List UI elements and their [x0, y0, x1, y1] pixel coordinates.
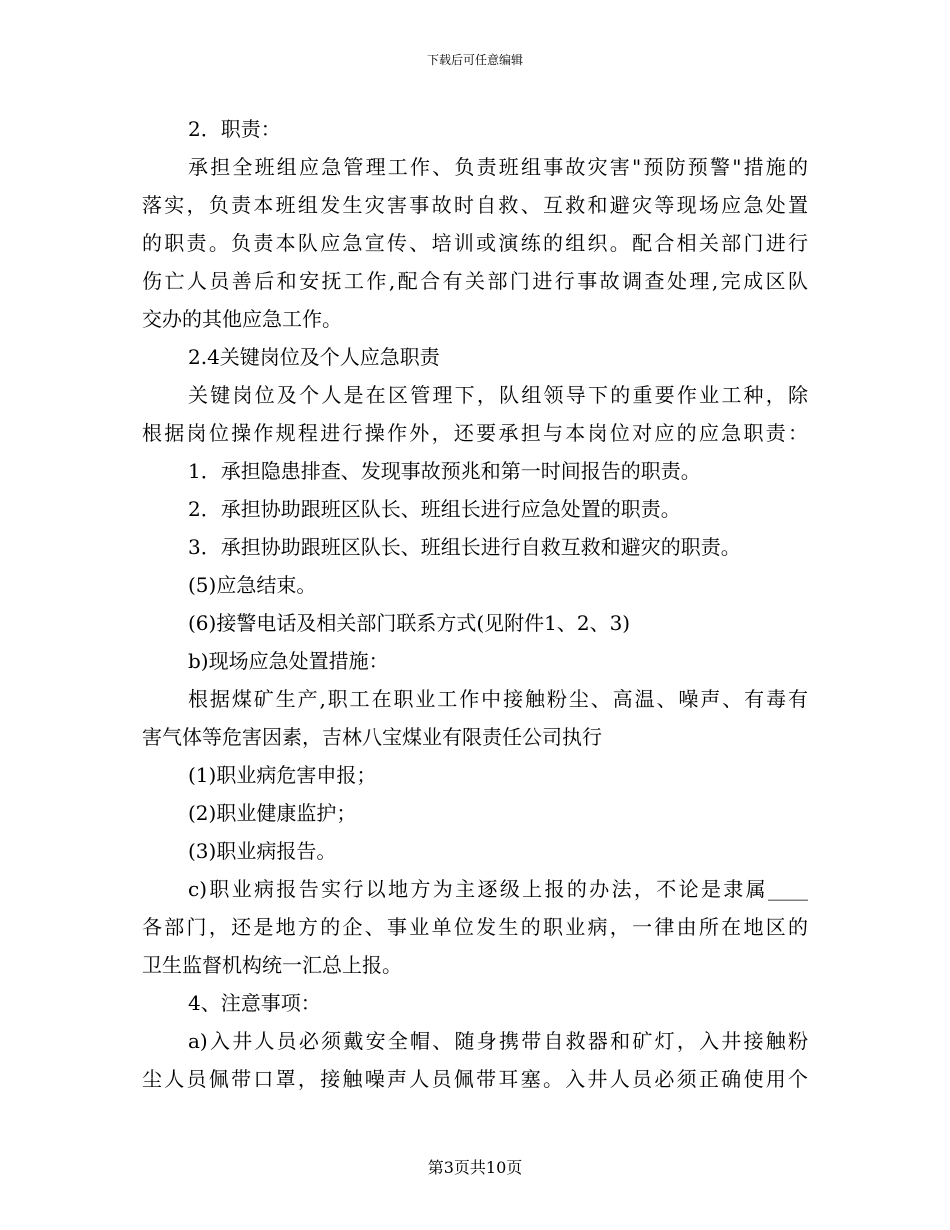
paragraph-line: 关键岗位及个人是在区管理下，队组领导下的重要作业工种，除: [188, 383, 808, 407]
paragraph-line: a)入井人员必须戴安全帽、随身携带自救器和矿灯，入井接触粉: [188, 1029, 808, 1053]
paragraph-line: 卫生监督机构统一汇总上报。: [142, 953, 402, 977]
paragraph-line: c)职业病报告实行以地方为主逐级上报的办法，不论是隶属____: [188, 877, 808, 901]
page-header: 下载后可任意编辑: [426, 53, 523, 67]
section-heading-duties: 2．职责：: [188, 117, 281, 141]
document-body: [142, 112, 808, 1097]
list-item: (6)接警电话及相关部门联系方式(见附件1、2、3): [188, 611, 631, 635]
paragraph-line: 落实，负责本班组发生灾害事故时自救、互救和避灾等现场应急处置: [142, 193, 808, 217]
paragraph-line: 的职责。负责本队应急宣传、培训或演练的组织。配合相关部门进行: [142, 231, 808, 255]
paragraph-line: 根据岗位操作规程进行操作外，还要承担与本岗位对应的应急职责：: [142, 421, 808, 445]
section-heading-measures: b)现场应急处置措施：: [188, 649, 389, 673]
list-item: (1)职业病危害申报；: [188, 763, 377, 787]
list-item: (3)职业病报告。: [188, 839, 337, 863]
section-heading-key-posts: 2.4关键岗位及个人应急职责: [188, 345, 440, 369]
page-footer: 第3页共10页: [427, 1158, 523, 1177]
section-heading-notes: 4、注意事项：: [188, 991, 321, 1015]
list-item: 1．承担隐患排查、发现事故预兆和第一时间报告的职责。: [188, 459, 701, 483]
paragraph-line: 承担全班组应急管理工作、负责班组事故灾害"预防预警"措施的: [188, 155, 808, 179]
list-item: (2)职业健康监护；: [188, 801, 357, 825]
paragraph-line: 尘人员佩带口罩，接触噪声人员佩带耳塞。入井人员必须正确使用个: [142, 1067, 808, 1091]
paragraph-line: 根据煤矿生产,职工在职业工作中接触粉尘、高温、噪声、有毒有: [188, 687, 808, 711]
list-item: 3．承担协助跟班区队长、班组长进行自救互救和避灾的职责。: [188, 535, 741, 559]
list-item: 2．承担协助跟班区队长、班组长进行应急处置的职责。: [188, 497, 681, 521]
paragraph-line: 交办的其他应急工作。: [142, 307, 342, 331]
paragraph-line: 各部门，还是地方的企、事业单位发生的职业病，一律由所在地区的: [142, 915, 808, 939]
list-item: (5)应急结束。: [188, 573, 317, 597]
paragraph-line: 害气体等危害因素，吉林八宝煤业有限责任公司执行: [142, 725, 602, 749]
paragraph-line: 伤亡人员善后和安抚工作,配合有关部门进行事故调查处理,完成区队: [142, 269, 808, 293]
